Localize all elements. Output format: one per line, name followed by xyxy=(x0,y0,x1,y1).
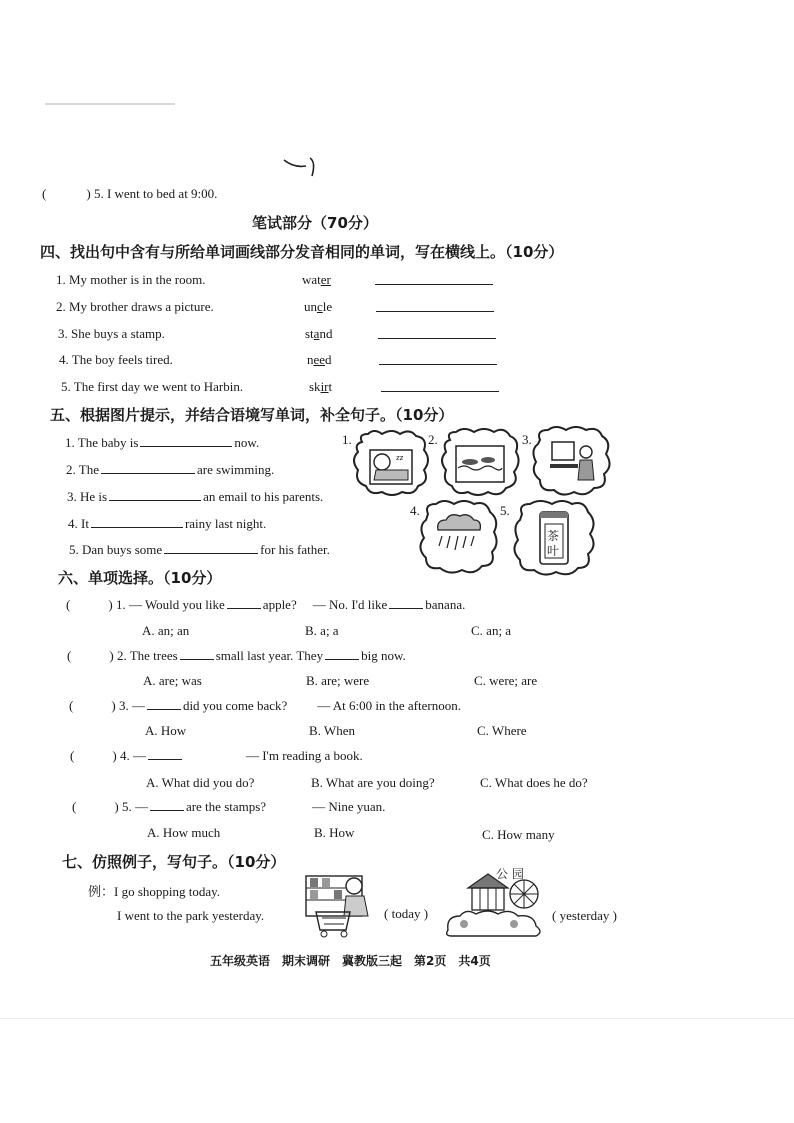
s6-q2-option-b[interactable]: B. are; were xyxy=(306,673,370,688)
s4-sentence: 1. My mother is in the room. xyxy=(56,272,206,287)
scan-artifact-top xyxy=(45,103,175,105)
s4-sentence: 4. The boy feels tired. xyxy=(59,352,173,367)
s4-word-4: need xyxy=(307,352,332,367)
s6-q1-option-a[interactable]: A. an; an xyxy=(142,623,190,638)
pic-label-3: 3. xyxy=(522,432,532,447)
s5-item-4: 4. It rainy last night. xyxy=(68,516,267,531)
s6-q4-option-a[interactable]: A. What did you do? xyxy=(146,775,255,790)
answer-paren-open: ( xyxy=(42,186,47,201)
s4-item-5 xyxy=(61,379,243,395)
svg-text:zz: zz xyxy=(396,454,404,462)
section-7-heading: 七、仿照例子，写句子。（10分） xyxy=(62,853,286,871)
s6-blank[interactable] xyxy=(148,748,182,760)
shopping-image xyxy=(302,872,384,940)
s7-example-1: 例：I go shopping today. xyxy=(88,884,221,900)
s5-blank[interactable] xyxy=(109,489,201,501)
question-text: 5. I went to bed at 9:00. xyxy=(93,186,218,201)
computer-boy-image xyxy=(530,426,612,498)
s4-word-1: water xyxy=(302,272,331,287)
s4-sentence: 3. She buys a stamp. xyxy=(58,326,165,341)
section-6-heading: 六、单项选择。（10分） xyxy=(58,569,222,587)
s6-q5-option-a[interactable]: A. How much xyxy=(147,825,221,840)
written-part-title: 笔试部分（70分） xyxy=(252,214,378,232)
s4-sentence: 5. The first day we went to Harbin. xyxy=(61,379,244,394)
s5-item-1: 1. The baby is now. xyxy=(65,435,260,450)
s5-blank[interactable] xyxy=(164,542,258,554)
page-footer: 五年级英语 期末调研 冀教版三起 第2页 共4页 xyxy=(210,954,491,968)
s6-q4-option-b[interactable]: B. What are you doing? xyxy=(311,775,435,790)
s6-q5-option-c[interactable]: C. How many xyxy=(482,827,555,842)
pen-mark xyxy=(282,154,326,180)
s4-blank-4[interactable] xyxy=(379,364,497,365)
s6-q4-option-c[interactable]: C. What does he do? xyxy=(480,775,588,790)
s4-item-3 xyxy=(58,326,165,342)
s5-blank[interactable] xyxy=(91,516,183,528)
s7-example-2: I went to the park yesterday. xyxy=(117,908,265,923)
s4-blank-5[interactable] xyxy=(381,391,499,392)
s6-blank[interactable] xyxy=(389,597,423,609)
s6-question-2: ( ) 2. The trees small last year. They big now. xyxy=(67,648,406,663)
s5-item-5: 5. Dan buys some for his father. xyxy=(69,542,330,557)
swimming-image xyxy=(440,428,520,498)
s6-q1-option-c[interactable]: C. an; a xyxy=(471,623,512,638)
s4-blank-3[interactable] xyxy=(378,338,496,339)
tea-label-2: 叶 xyxy=(547,544,560,558)
s6-question-1: ( ) 1. — Would you like apple? — No. I'd like banana. xyxy=(66,597,466,612)
s4-word-2: uncle xyxy=(304,299,333,314)
rain-cloud-image xyxy=(418,500,498,576)
s4-word-3: stand xyxy=(305,326,333,341)
s6-question-5: ( ) 5. — are the stamps? — Nine yuan. xyxy=(72,799,386,814)
s6-q3-option-a[interactable]: A. How xyxy=(145,723,187,738)
s6-q2-option-c[interactable]: C. were; are xyxy=(474,673,538,688)
pic-label-5: 5. xyxy=(500,503,510,518)
s4-sentence: 2. My brother draws a picture. xyxy=(56,299,214,314)
today-label: ( today ) xyxy=(384,906,429,921)
answer-paren-close: ) xyxy=(86,186,91,201)
pic-label-1: 1. xyxy=(342,432,352,447)
s4-blank-2[interactable] xyxy=(376,311,494,312)
sleeping-baby-image xyxy=(352,430,430,498)
s5-item-2: 2. The are swimming. xyxy=(66,462,275,477)
s6-blank[interactable] xyxy=(147,698,181,710)
section-4-heading: 四、找出句中含有与所给单词画线部分发音相同的单词，写在横线上。（10分） xyxy=(40,243,564,261)
s5-item-3: 3. He is an email to his parents. xyxy=(67,489,324,504)
s6-q2-option-a[interactable]: A. are; was xyxy=(143,673,202,688)
s5-blank[interactable] xyxy=(101,462,195,474)
s6-blank[interactable] xyxy=(325,648,359,660)
s6-question-3: ( ) 3. — did you come back? — At 6:00 in the afternoon. xyxy=(69,698,461,713)
s6-q5-option-b[interactable]: B. How xyxy=(314,825,355,840)
prev-question-5 xyxy=(42,186,217,202)
s4-blank-1[interactable] xyxy=(375,284,493,285)
s4-item-2 xyxy=(56,299,214,315)
s6-blank[interactable] xyxy=(180,648,214,660)
s4-item-1 xyxy=(56,272,206,288)
tea-label-1: 茶 xyxy=(547,529,560,543)
s4-word-5: skirt xyxy=(309,379,333,394)
scan-artifact-bottom xyxy=(0,1018,794,1019)
pic-label-2: 2. xyxy=(428,432,438,447)
park-sign: 公 园 xyxy=(496,867,524,881)
s6-q3-option-b[interactable]: B. When xyxy=(309,723,355,738)
pic-label-4: 4. xyxy=(410,503,420,518)
s6-q3-option-c[interactable]: C. Where xyxy=(477,723,527,738)
s4-item-4 xyxy=(59,352,173,368)
park-image xyxy=(444,868,548,944)
section-5-heading: 五、根据图片提示，并结合语境写单词，补全句子。（10分） xyxy=(50,406,454,424)
s6-blank[interactable] xyxy=(150,799,184,811)
s6-blank[interactable] xyxy=(227,597,261,609)
s6-question-4: ( ) 4. — — I'm reading a book. xyxy=(70,748,363,763)
s6-q1-option-b[interactable]: B. a; a xyxy=(305,623,339,638)
yesterday-label: ( yesterday ) xyxy=(552,908,617,923)
s5-blank[interactable] xyxy=(140,435,232,447)
